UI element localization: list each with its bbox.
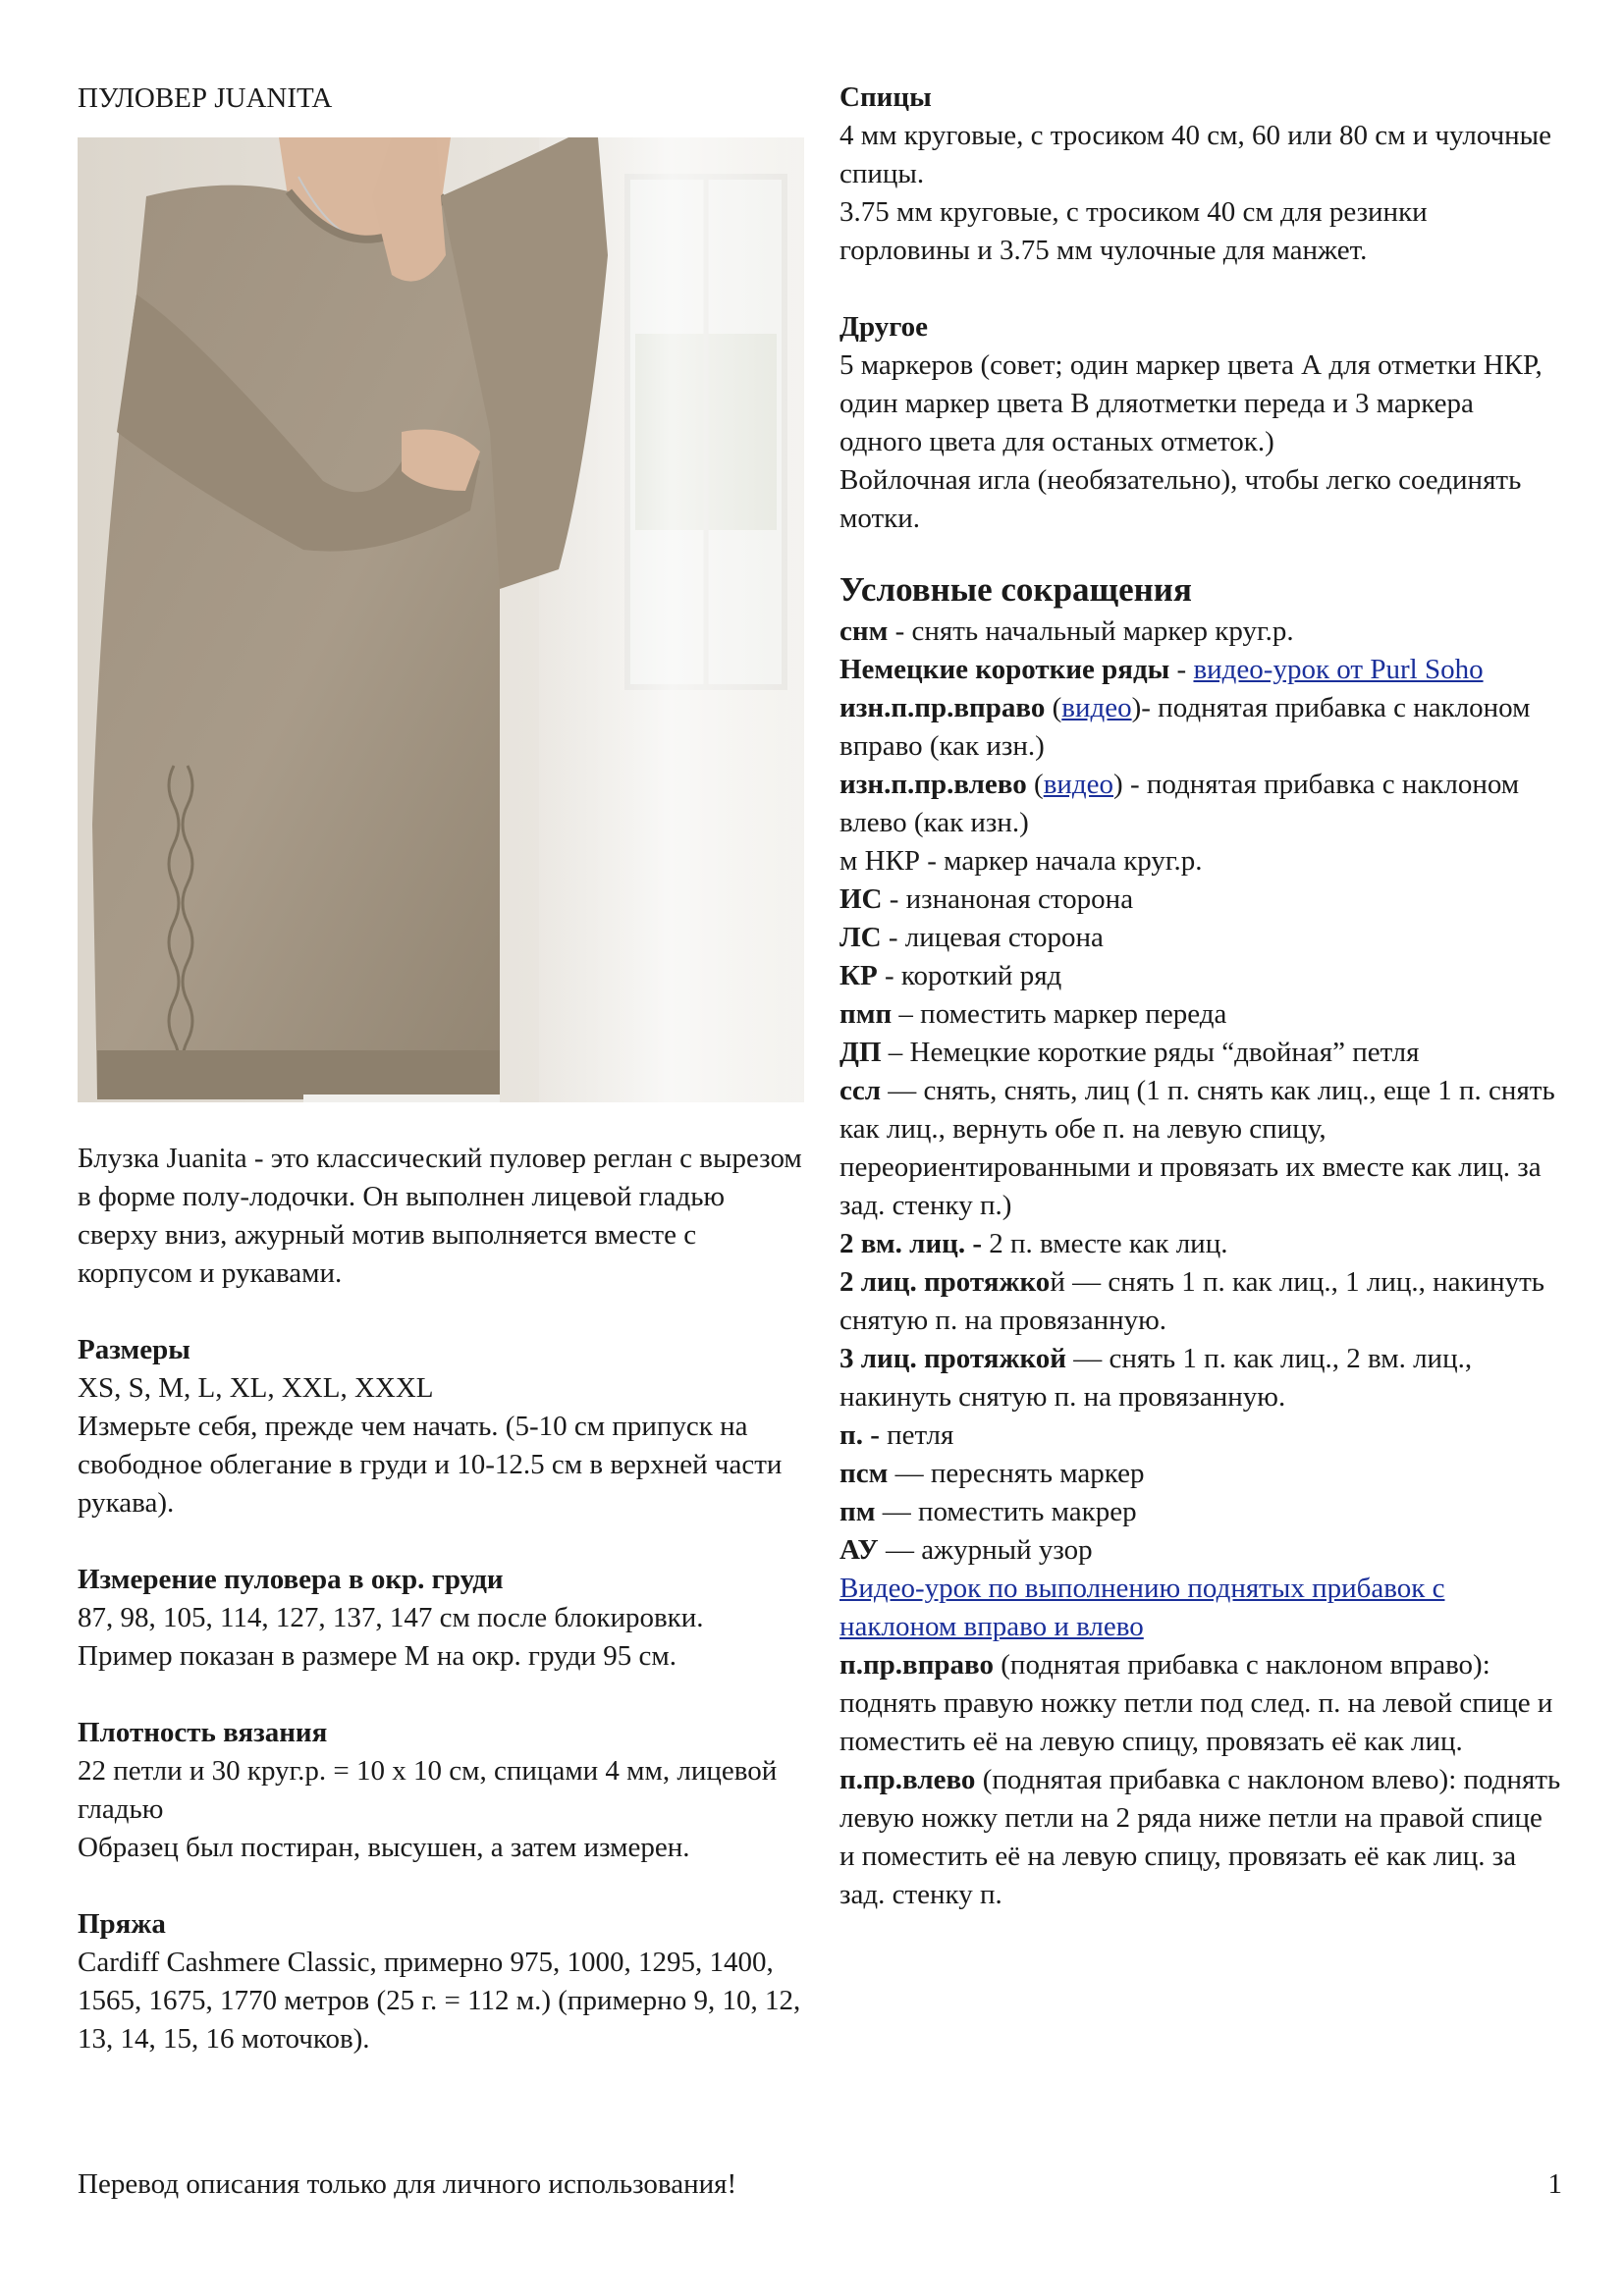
intro-text: Блузка Juanita - это классический пуловер реглан с вырезом в форме полу-лодочки. Он выполнен лицевой гладью сверху вниз, ажурный мотив выполняется вместе с корпусом и рукавами.: [78, 1143, 802, 1289]
abbr-au: АУ — ажурный узор: [839, 1534, 1093, 1566]
abbr-ppr-right: п.пр.вправо (поднятая прибавка с наклоном вправо): поднять правую ножку петли под след. п. на левой спице и поместить её на левую спицу, провязать её как лиц.: [839, 1649, 1553, 1757]
abbr-kr: КР - короткий ряд: [839, 960, 1062, 991]
chest-heading: Измерение пуловера в окр. груди: [78, 1564, 504, 1595]
increases-video-paragraph: [839, 1570, 1561, 1646]
abbr-ssl: ссл — снять, снять, лиц (1 п. снять как лиц., еще 1 п. снять как лиц., вернуть обе п. на левую спицу, переориентированными и провязать их вместе как лиц. за зад. стенку п.): [839, 1075, 1555, 1221]
izn-right-video-link[interactable]: видео: [1061, 692, 1132, 723]
increases-video-link[interactable]: Видео-урок по выполнению поднятых прибавок с наклоном вправо и влево: [839, 1573, 1445, 1642]
gauge-heading: Плотность вязания: [78, 1717, 328, 1748]
document-title: ПУЛОВЕР JUANITA: [78, 82, 333, 114]
abbr-snm: снм - снять начальный маркер круг.р.: [839, 615, 1294, 647]
abbr-izn-right: изн.п.пр.вправо (видео)- поднятая прибавка с наклоном вправо (как изн.): [839, 692, 1531, 762]
abbr-p: п. - петля: [839, 1419, 954, 1451]
abbr-pmp: пмп – поместить маркер переда: [839, 998, 1227, 1030]
abbr-izn-left: изн.п.пр.влево (видео) - поднятая прибавка с наклоном влево (как изн.): [839, 769, 1520, 838]
needles-heading: Спицы: [839, 81, 932, 113]
abbr-dp: ДП – Немецкие короткие ряды “двойная” петля: [839, 1037, 1420, 1068]
yarn-heading: Пряжа: [78, 1908, 166, 1940]
other-text-1: 5 маркеров (совет; один маркер цвета А для отметки НКР, один маркер цвета В дляотметки переда и 3 маркера одного цвета для останых отметок.): [839, 349, 1543, 457]
abbr-m-nkr: м НКР - маркер начала круг.р.: [839, 845, 1203, 877]
page-footer: [78, 2164, 1562, 2204]
abbr-is: ИС - изнанoная сторона: [839, 883, 1134, 915]
abbr-psm: псм — переснять маркер: [839, 1458, 1145, 1489]
needles-text-1: 4 мм круговые, с тросиком 40 см, 60 или 80 см и чулочные спицы.: [839, 120, 1552, 189]
purl-soho-video-link[interactable]: видео-урок от Purl Soho: [1193, 654, 1484, 685]
abbr-ls: ЛС - лицевая сторона: [839, 922, 1104, 953]
abbr-german-short-rows: Немецкие короткие ряды - видео-урок от Purl Soho: [839, 654, 1484, 685]
abbr-2-lic-protyazhkoy: 2 лиц. протяжкой — снять 1 п. как лиц., 1 лиц., накинуть снятую п. на провязанную.: [839, 1266, 1545, 1336]
other-heading: Другое: [839, 311, 929, 343]
sweater-photo: [78, 137, 804, 1102]
chest-text: 87, 98, 105, 114, 127, 137, 147 см после блокировки. Пример показан в размере М на окр. груди 95 см.: [78, 1602, 704, 1672]
left-column: [78, 79, 804, 2058]
abbr-2-vm-lic: 2 вм. лиц. - 2 п. вместе как лиц.: [839, 1228, 1228, 1259]
right-column: [839, 79, 1561, 1914]
sizes-list: XS, S, M, L, XL, XXL, XXXL: [78, 1372, 434, 1404]
yarn-text: Cardiff Cashmere Classic, примерно 975, 1000, 1295, 1400, 1565, 1675, 1770 метров (25 г. = 112 м.) (примерно 9, 10, 12, 13, 14, 15, 16 моточков).: [78, 1947, 801, 2055]
abbreviations-heading: Условные сокращения: [839, 570, 1192, 609]
gauge-note: Образец был постиран, высушен, а затем измерен.: [78, 1832, 690, 1863]
page-number: 1: [1547, 2168, 1562, 2200]
sizes-note: Измерьте себя, прежде чем начать. (5-10 см припуск на свободное облегание в груди и 10-12.5 см в верхней части рукава).: [78, 1411, 783, 1519]
abbr-pm: пм — поместить макрер: [839, 1496, 1137, 1527]
abbr-3-lic-protyazhkoy: 3 лиц. протяжкой — снять 1 п. как лиц., 2 вм. лиц., накинуть снятую п. на провязанную.: [839, 1343, 1473, 1413]
abbr-ppr-left: п.пр.влево (поднятая прибавка с наклоном влево): поднять левую ножку петли на 2 ряда ниже петли на правой спице и поместить её на левую спицу, провязать её как лиц. за зад. стенку п.: [839, 1764, 1561, 1910]
footer-note: Перевод описания только для личного использования!: [78, 2168, 737, 2200]
sizes-heading: Размеры: [78, 1334, 190, 1365]
izn-left-video-link[interactable]: видео: [1043, 769, 1114, 800]
gauge-text: 22 петли и 30 круг.р. = 10 х 10 см, спицами 4 мм, лицевой гладью: [78, 1755, 778, 1825]
other-text-2: Войлочная игла (необязательно), чтобы легко соединять мотки.: [839, 464, 1522, 534]
needles-text-2: 3.75 мм круговые, с тросиком 40 см для резинки горловины и 3.75 мм чулочные для манжет.: [839, 196, 1428, 266]
